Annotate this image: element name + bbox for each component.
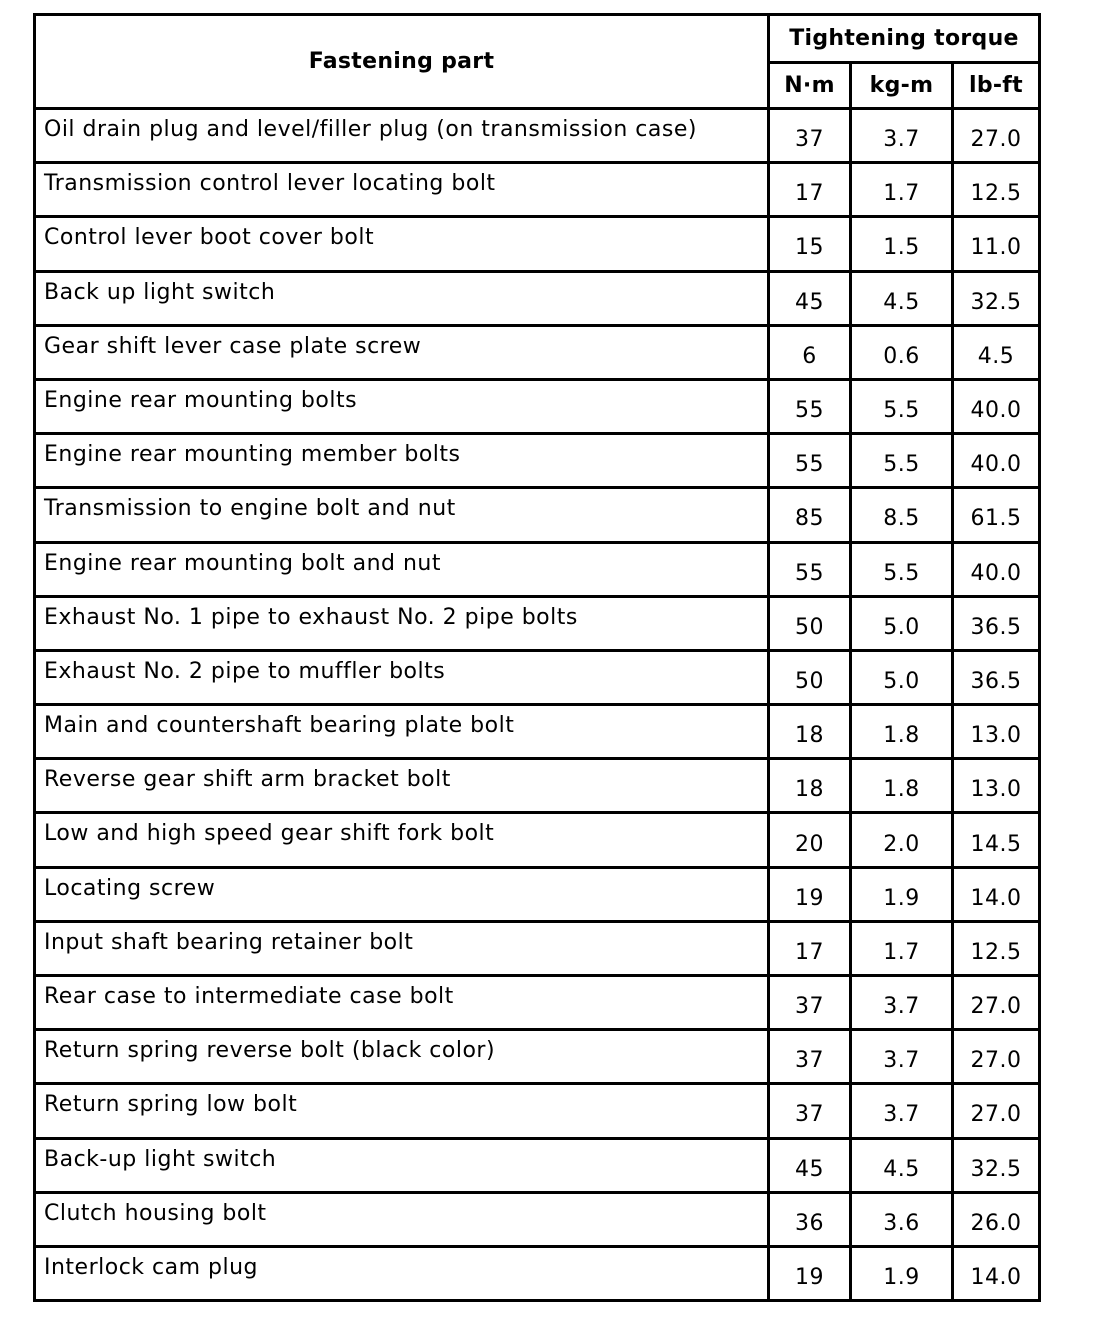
header-row-top <box>35 15 1040 63</box>
table-row <box>35 217 1040 271</box>
table-header <box>35 15 1040 109</box>
torque-lbft-cell: 27.0 <box>953 976 1040 1030</box>
fastening-part-cell: Back-up light switch <box>35 1138 769 1192</box>
fastening-part-cell: Transmission to engine bolt and nut <box>35 488 769 542</box>
torque-kgm-cell: 4.5 <box>851 271 953 325</box>
torque-lbft-cell: 27.0 <box>953 1084 1040 1138</box>
table-row <box>35 434 1040 488</box>
fastening-part-cell: Exhaust No. 2 pipe to muffler bolts <box>35 650 769 704</box>
torque-nm-cell: 55 <box>769 542 851 596</box>
torque-nm-cell: 55 <box>769 379 851 433</box>
torque-kgm-cell: 5.0 <box>851 650 953 704</box>
torque-lbft-cell: 26.0 <box>953 1192 1040 1246</box>
unit-kgm-header: kg-m <box>851 63 953 109</box>
torque-table <box>33 13 1041 1302</box>
table-row <box>35 596 1040 650</box>
table-row <box>35 542 1040 596</box>
table-row <box>35 1138 1040 1192</box>
torque-lbft-cell: 11.0 <box>953 217 1040 271</box>
fastening-part-cell: Input shaft bearing retainer bolt <box>35 921 769 975</box>
torque-lbft-cell: 12.5 <box>953 921 1040 975</box>
torque-nm-cell: 45 <box>769 1138 851 1192</box>
torque-lbft-cell: 13.0 <box>953 705 1040 759</box>
table-row <box>35 759 1040 813</box>
fastening-part-cell: Exhaust No. 1 pipe to exhaust No. 2 pipe bolts <box>35 596 769 650</box>
torque-nm-cell: 50 <box>769 596 851 650</box>
table-row <box>35 271 1040 325</box>
torque-lbft-cell: 27.0 <box>953 1030 1040 1084</box>
torque-kgm-cell: 1.7 <box>851 163 953 217</box>
torque-lbft-cell: 40.0 <box>953 379 1040 433</box>
torque-nm-cell: 55 <box>769 434 851 488</box>
torque-kgm-cell: 5.5 <box>851 434 953 488</box>
table-row <box>35 813 1040 867</box>
torque-kgm-cell: 1.9 <box>851 1246 953 1300</box>
torque-kgm-cell: 1.5 <box>851 217 953 271</box>
torque-nm-cell: 18 <box>769 705 851 759</box>
table-row <box>35 867 1040 921</box>
torque-kgm-cell: 3.7 <box>851 1030 953 1084</box>
table-row <box>35 976 1040 1030</box>
fastening-part-cell: Interlock cam plug <box>35 1246 769 1300</box>
torque-lbft-cell: 13.0 <box>953 759 1040 813</box>
table-row <box>35 109 1040 163</box>
fastening-part-cell: Transmission control lever locating bolt <box>35 163 769 217</box>
table-row <box>35 488 1040 542</box>
fastening-part-cell: Reverse gear shift arm bracket bolt <box>35 759 769 813</box>
fastening-part-cell: Rear case to intermediate case bolt <box>35 976 769 1030</box>
torque-kgm-cell: 4.5 <box>851 1138 953 1192</box>
table-row <box>35 1030 1040 1084</box>
tightening-torque-header: Tightening torque <box>769 15 1040 63</box>
torque-nm-cell: 18 <box>769 759 851 813</box>
unit-nm-header: N·m <box>769 63 851 109</box>
torque-nm-cell: 85 <box>769 488 851 542</box>
torque-lbft-cell: 14.0 <box>953 867 1040 921</box>
torque-lbft-cell: 32.5 <box>953 1138 1040 1192</box>
torque-lbft-cell: 40.0 <box>953 542 1040 596</box>
fastening-part-cell: Locating screw <box>35 867 769 921</box>
fastening-part-cell: Engine rear mounting bolts <box>35 379 769 433</box>
table-row <box>35 163 1040 217</box>
torque-lbft-cell: 32.5 <box>953 271 1040 325</box>
torque-lbft-cell: 40.0 <box>953 434 1040 488</box>
torque-kgm-cell: 5.5 <box>851 542 953 596</box>
table-row <box>35 921 1040 975</box>
torque-nm-cell: 37 <box>769 109 851 163</box>
torque-kgm-cell: 8.5 <box>851 488 953 542</box>
torque-nm-cell: 17 <box>769 163 851 217</box>
fastening-part-cell: Return spring low bolt <box>35 1084 769 1138</box>
table-body <box>35 109 1040 1301</box>
fastening-part-cell: Engine rear mounting bolt and nut <box>35 542 769 596</box>
unit-lbft-header: lb-ft <box>953 63 1040 109</box>
torque-lbft-cell: 36.5 <box>953 650 1040 704</box>
torque-nm-cell: 15 <box>769 217 851 271</box>
fastening-part-cell: Gear shift lever case plate screw <box>35 325 769 379</box>
fastening-part-cell: Oil drain plug and level/filler plug (on transmission case) <box>35 109 769 163</box>
table-row <box>35 705 1040 759</box>
fastening-part-cell: Main and countershaft bearing plate bolt <box>35 705 769 759</box>
torque-nm-cell: 50 <box>769 650 851 704</box>
torque-nm-cell: 17 <box>769 921 851 975</box>
table-row <box>35 1246 1040 1300</box>
table-row <box>35 1084 1040 1138</box>
torque-kgm-cell: 3.6 <box>851 1192 953 1246</box>
torque-lbft-cell: 12.5 <box>953 163 1040 217</box>
torque-nm-cell: 36 <box>769 1192 851 1246</box>
table-row <box>35 650 1040 704</box>
torque-kgm-cell: 1.9 <box>851 867 953 921</box>
torque-lbft-cell: 61.5 <box>953 488 1040 542</box>
table-row <box>35 379 1040 433</box>
torque-lbft-cell: 36.5 <box>953 596 1040 650</box>
torque-kgm-cell: 1.7 <box>851 921 953 975</box>
torque-kgm-cell: 5.0 <box>851 596 953 650</box>
torque-lbft-cell: 27.0 <box>953 109 1040 163</box>
table-row <box>35 1192 1040 1246</box>
fastening-part-cell: Back up light switch <box>35 271 769 325</box>
torque-nm-cell: 19 <box>769 867 851 921</box>
torque-lbft-cell: 14.0 <box>953 1246 1040 1300</box>
torque-nm-cell: 19 <box>769 1246 851 1300</box>
torque-kgm-cell: 1.8 <box>851 705 953 759</box>
torque-kgm-cell: 3.7 <box>851 109 953 163</box>
torque-kgm-cell: 5.5 <box>851 379 953 433</box>
fastening-part-cell: Low and high speed gear shift fork bolt <box>35 813 769 867</box>
torque-nm-cell: 20 <box>769 813 851 867</box>
fastening-part-cell: Control lever boot cover bolt <box>35 217 769 271</box>
torque-kgm-cell: 3.7 <box>851 976 953 1030</box>
torque-kgm-cell: 0.6 <box>851 325 953 379</box>
torque-nm-cell: 37 <box>769 1084 851 1138</box>
torque-lbft-cell: 14.5 <box>953 813 1040 867</box>
fastening-part-cell: Return spring reverse bolt (black color) <box>35 1030 769 1084</box>
torque-kgm-cell: 2.0 <box>851 813 953 867</box>
fastening-part-cell: Clutch housing bolt <box>35 1192 769 1246</box>
torque-lbft-cell: 4.5 <box>953 325 1040 379</box>
torque-nm-cell: 37 <box>769 976 851 1030</box>
torque-nm-cell: 45 <box>769 271 851 325</box>
torque-kgm-cell: 3.7 <box>851 1084 953 1138</box>
table-row <box>35 325 1040 379</box>
fastening-part-cell: Engine rear mounting member bolts <box>35 434 769 488</box>
fastening-part-header: Fastening part <box>35 15 769 109</box>
torque-nm-cell: 6 <box>769 325 851 379</box>
torque-nm-cell: 37 <box>769 1030 851 1084</box>
torque-kgm-cell: 1.8 <box>851 759 953 813</box>
